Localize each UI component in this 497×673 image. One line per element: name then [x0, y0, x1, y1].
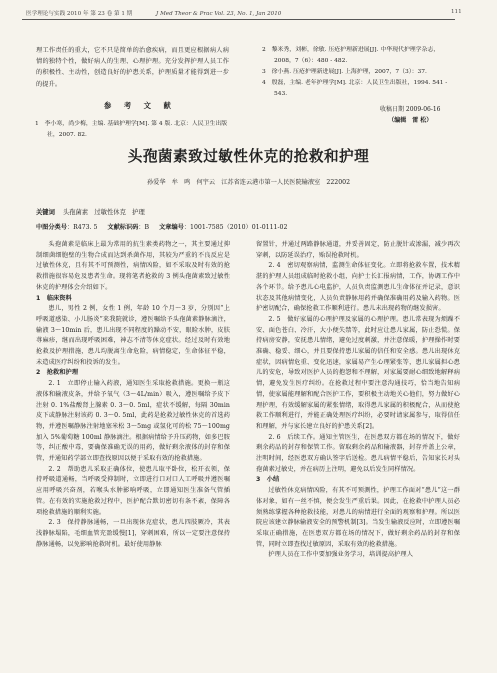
doc-code-label: 文献标识码 [107, 224, 139, 231]
body-paragraph: 2. 1 立即停止输入药液，通知医生采取抢救措施。更换一瓶这液体和输液皮条，并给予氧气（3～4L/min）吸入，遵医嘱给予皮下注射 0. 1%盐酸肾上腺素 0. 3～0. 5ml，症状不缓解，每隔 30min 皮下或静脉注射该药 0. 3～0. 5ml，此药是抢救过敏性休克的首选药物，并遵医嘱静脉注射地塞米松 3～5mg 或氢化可的松 75～100mg 加入 5%葡萄糖 100ml 静脉滴注。根据病情给予升压药物，如多巴胺等，纠正酸中毒，要确保准确无误的用药，做好剩余液体的封存和保管，并通知药学部立即查找原因以便于采取有效的抢救措施。 [36, 380, 230, 463]
body-paragraph: 头孢菌素是临床上最为常用的抗生素类药物之一，其主要通过抑制细菌细胞壁的生物合成而达到杀菌作用，其较为严重的不良反应是过敏性休克，且有其不可预测性，病情凶险，如不采取及时有效的抢救措施很容易危及患者生命。现将笔者抢救的 3 例头孢菌素致过敏性休克的护理体会介绍如下。 [36, 241, 230, 291]
body-paragraph: 2. 6 后续工作。通知主管医生，在医患双方都在场的情况下，做好剩余药品的封存和保管工作。留取剩余药品和输液器，封存并盖上公章，注明时间，经医患双方确认签字后送检。患儿病情平稳后，告知家长对头孢菌素过敏史，并在病历上注明，避免以后发生同样情况。 [256, 433, 460, 473]
body-paragraph: 过敏性休克病情凶险，有其不可预测性，护理工作面对“患儿”这一群体对象，如有一丝不慎，便会发生严重后果。因此，在抢救中护理人员必须熟练掌握各种抢救技能，对患儿的病情进行全面的观察和护理。所以医院应该建立静脉输液安全的预警机制[3]。当发生输液反应时，立即遵医嘱采取正确措施，在医患双方都在场的情况下，做好剩余药品的封存和保管，同时立即查找过敏原因，采取有效的抢救措施。 [256, 487, 460, 548]
article-title: 头孢菌素致过敏性休克的抢救和护理 [127, 148, 370, 165]
received-date: 收稿日期 2009-06-16 [380, 106, 441, 113]
article-id-value: ：1001-7585（2010）01-0111-02 [183, 224, 288, 231]
references-list-right [262, 45, 458, 100]
journal-name-en: J Med Theor & Prac Vol. 23, No. 1, Jan 2010 [156, 11, 282, 17]
keywords-value: 头孢菌素 过敏性休克 护理 [62, 209, 145, 216]
references-list-left [35, 119, 230, 141]
article-authors: 孙爱华 牟 鸣 何宇云 江苏省连云港市第一人民医院输液室 222002 [146, 179, 351, 186]
body-paragraph: 2. 3 保持静脉通畅，一旦出现休克症状，患儿四肢厥冷，其表浅静脉塌陷，毛细血管充盈缓慢[1]，穿刺困难，所以一定要注意保持静脉通畅，以免影响抢救时机。最好使用静脉 [36, 519, 230, 548]
doc-code-value: ：B [138, 224, 150, 231]
section-heading: 3 小结 [256, 476, 280, 484]
class-value: ：R473. 5 [66, 224, 98, 231]
class-label: 中图分类号 [36, 224, 67, 231]
reference-item: 3 徐小燕. 压疮护理新进展[J]. 上海护理，2007，7（3）：37. [262, 68, 427, 75]
previous-article-paragraph: 理工作责任的重大，它不只是简单的治愈疾病，而且更应根据病人病情的独特个性，做好病人的生理、心理护理。充分发挥护理人员工作的积极性、主动性，创造良好的护患关系，护理质量才能得到进一步的提升。 [36, 47, 229, 88]
body-paragraph: 护理人员在工作中要加强业务学习，培训提高护理人 [268, 551, 414, 559]
body-paragraph: 2. 4 密切观察病情，监测生命体征变化。立即将抢救车置，技术精湛的护理人员组成临时抢救小组，向护士长汇报病情，工作，协调工作中各个环节。给予患儿心电监护，人员负责监测患儿生命体征并记录，意识状态及其他病情变化，人员负责静脉用药并确保准确用药及输入药物。医护密切配合，确保抢救工作顺利进行。患儿未出现药物的继发损害。 [256, 262, 460, 313]
classification-line [36, 222, 287, 231]
body-paragraph: 2. 5 做好家属的心理护理及家属的心理护理。患儿常表现为烦躁不安、面色苍白、冷汗，大小便失禁等，此时应让患儿家属，防止恐慌。保持病房安静，安抚患儿情绪，避免过度刺激，并注意保暖，护理操作时要准确、稳妥、细心，并且要保持患儿家属的信任和安全感。患儿出现休克症状，因病情危重、变化迅速，家属易产生心理紧张等，患儿家属担心患儿的安危，导致对医护人员的抱怨和不理解，对家属要耐心细致地解释病情，避免发生医疗纠纷。在抢救过程中要注意沟通技巧，恰当地告知病情，使家属能理解和配合医护工作，要积极主动地关心他们，努力做好心理护理，有效缓解家属的紧张情绪，取得患儿家属的积极配合，从而使抢救工作顺利进行，并能正确处理医疗纠纷，必要时请家属参与，取得信任和理解，并与家长建立良好的护患关系[2]。 [256, 315, 460, 430]
body-column-right [256, 240, 460, 561]
previous-article-tail [36, 45, 229, 90]
section-heading: 2 抢救和护理 [36, 369, 79, 377]
header-rule [22, 19, 455, 20]
journal-name-cn: 医学理论与实践 2010 年 第 23 卷 第 1 期 [26, 11, 133, 17]
body-paragraph: 患儿，男性 2 例，女性 1 例，年龄 10 个月～3 岁，分别因“上呼吸道感染、小儿肠炎”来我院就诊，遵医嘱给予头孢菌素静脉滴注，输液 3～10min 后，患儿出现不同程度的躁动不安，眼睑水肿，皮肤荨麻疹，继而出现呼吸困难，神志不清等休克症状。经过及时有效地抢救及护理措施，患儿均脱离生命危险，病情稳定，生命体征平稳，未造成医疗纠纷和投诉的发生。 [36, 305, 230, 366]
keywords-line [36, 207, 145, 216]
body-column-left [36, 240, 230, 550]
reference-item: 2 黎米秀，刘彬，徐敏. 压疮护理新进展[J]. 中华现代护理学杂志，2008，7（6）：480 - 482. [262, 47, 440, 64]
body-paragraph: 留置针，并通过两路静脉通道，并妥善固定，防止脱针或渗漏，减少再次穿刺，以防延误治疗，贻误抢救时机。 [256, 241, 460, 259]
received-date-block [380, 104, 441, 126]
running-header-left [26, 9, 281, 17]
page-number: 111 [451, 9, 462, 15]
editor-note: （编辑 雷 松） [388, 117, 433, 124]
section-heading: 1 临床资料 [36, 294, 72, 302]
reference-item: 4 殷磊，主编. 老年护理学[M]. 北京：人民卫生出版社，1994. 541 - 543. [262, 79, 448, 97]
reference-item: 1 李小寒，尚少梅，主编. 基础护理学[M]. 第 4 版. 北京：人民卫生出版社，2007. 82. [35, 121, 228, 138]
body-paragraph: 2. 2 帮助患儿采取正确体位，使患儿取平卧位，松开衣领，保持呼吸道通畅，当呼吸受抑制时，立即进行口对口人工呼吸并遵医嘱应用呼吸兴奋剂，若喉头水肿影响呼吸，立即通知医生准备气管插管。在有效的实施抢救过程中，医护配合默切密切有条不紊，保障各项抢救措施的顺利实施。 [36, 465, 230, 516]
article-id-label: 文章编号 [159, 224, 184, 231]
references-heading: 参 考 文 献 [104, 101, 176, 110]
keywords-label: 关键词 [36, 209, 55, 216]
